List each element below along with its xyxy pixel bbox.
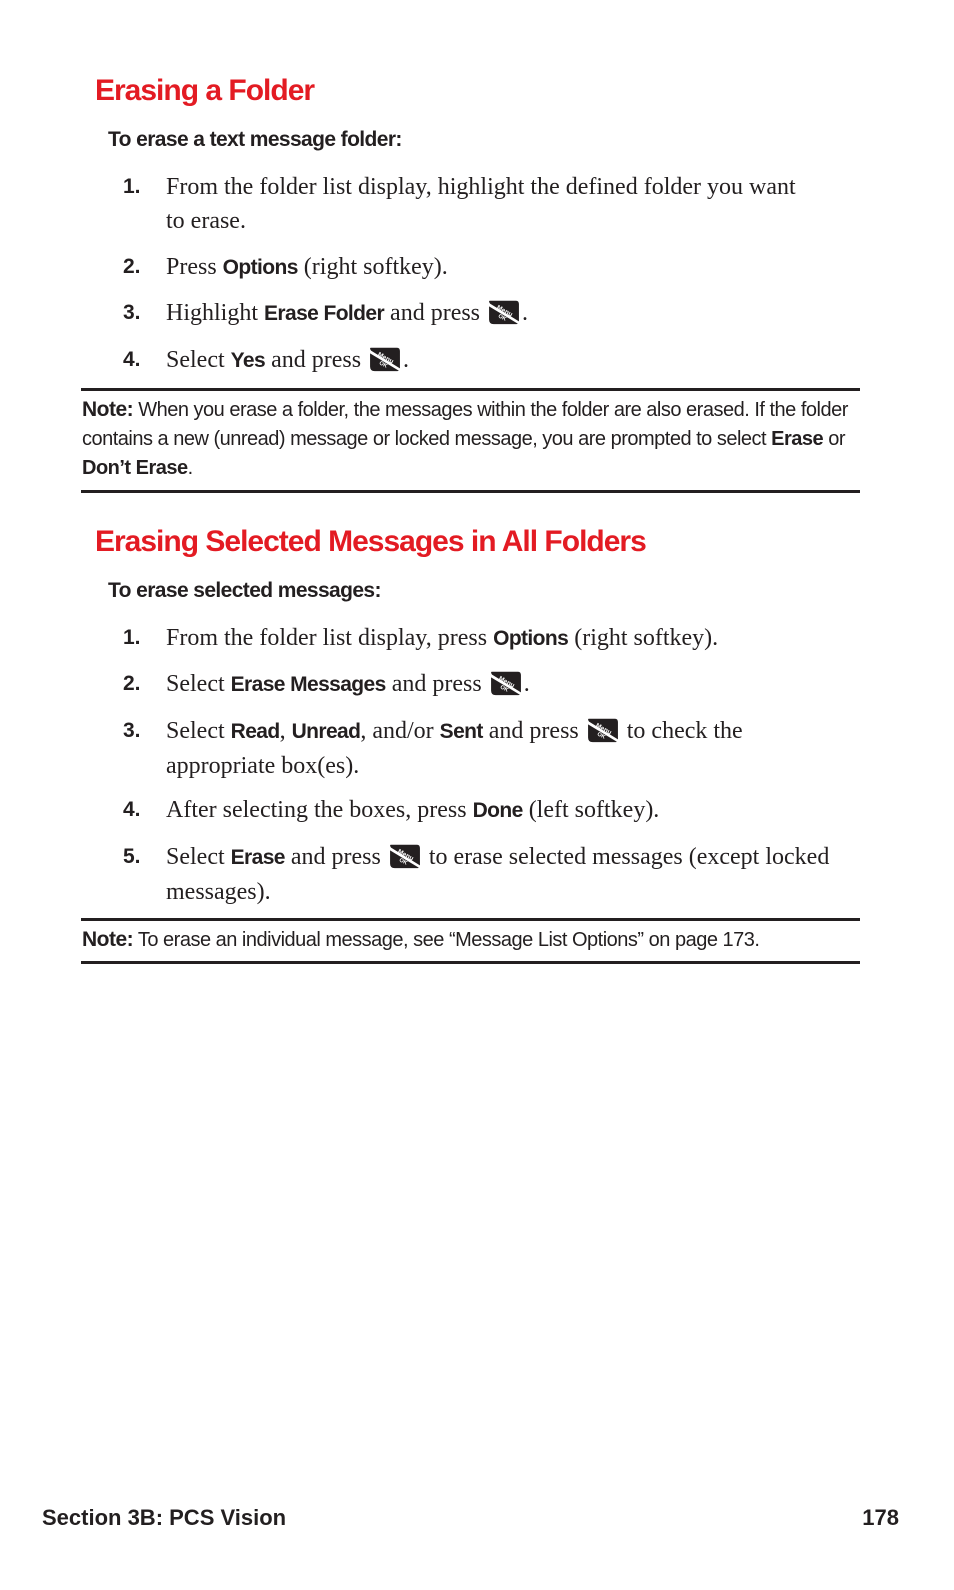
step-number: 3. (123, 301, 141, 324)
step-number: 3. (123, 719, 141, 742)
section-subtitle: To erase selected messages: (108, 579, 381, 602)
step-number: 4. (123, 798, 141, 821)
menu-ok-key-icon (368, 345, 402, 373)
note-box: Note: To erase an individual message, see “Message List Options” on page 173. (82, 928, 760, 951)
step-text: Select Erase Messages and press . (166, 671, 530, 697)
menu-ok-key-icon (586, 716, 620, 744)
menu-ok-key-icon (487, 298, 521, 326)
step-text: Select Erase and press to erase selected messages (except locked messages). (166, 844, 830, 905)
step-number: 1. (123, 626, 141, 649)
section-subtitle: To erase a text message folder: (108, 128, 402, 151)
step-text: Select Yes and press . (166, 347, 410, 373)
section-title-erasing-selected: Erasing Selected Messages in All Folders (95, 525, 646, 558)
step-number: 2. (123, 255, 141, 278)
note-box: Note: When you erase a folder, the messages within the folder are also erased. If the folder contains a new (unread) message or locked message, you are prompted to select Erase or Don’t Erase. (82, 398, 848, 479)
menu-ok-key-icon (489, 669, 523, 697)
step-number: 1. (123, 175, 141, 198)
note-rule-top (81, 918, 860, 921)
footer-section: Section 3B: PCS Vision (42, 1505, 287, 1530)
menu-ok-key-icon (388, 842, 422, 870)
note-label: Note: (82, 928, 134, 951)
step-text: Select Read, Unread, and/or Sent and press to check the appropriate box(es). (166, 718, 743, 779)
note-rule-bottom (81, 490, 860, 493)
step-text: Highlight Erase Folder and press . (166, 300, 529, 326)
step-text: From the folder list display, highlight the defined folder you want to erase. (166, 174, 796, 234)
step-number: 4. (123, 348, 141, 371)
step-number: 5. (123, 845, 141, 868)
section-title-erasing-folder: Erasing a Folder (95, 74, 315, 107)
step-text: Press Options (right softkey). (166, 254, 448, 280)
note-rule-top (81, 388, 860, 391)
note-label: Note: (82, 398, 134, 421)
step-text: From the folder list display, press Options (right softkey). (166, 625, 719, 651)
note-rule-bottom (81, 961, 860, 964)
step-number: 2. (123, 672, 141, 695)
page-number: 178 (862, 1505, 899, 1530)
step-text: After selecting the boxes, press Done (left softkey). (166, 797, 660, 823)
